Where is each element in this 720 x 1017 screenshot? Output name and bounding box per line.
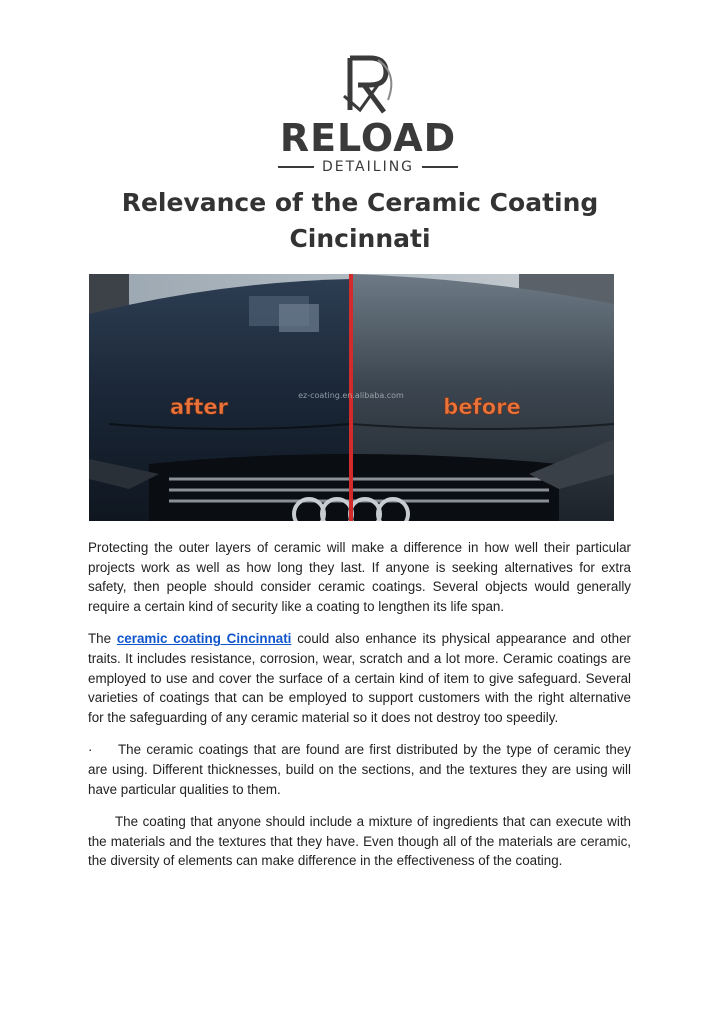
logo-rule-right — [422, 166, 458, 168]
logo-rule-left — [278, 166, 314, 168]
title-line-2: Cincinnati — [289, 224, 431, 253]
page-title — [100, 185, 620, 257]
photo-watermark: ez-coating.en.alibaba.com — [298, 391, 404, 400]
bullet-dot: · — [88, 742, 93, 758]
paragraph-2-end: could also enhance its physical appearance and other traits. It includes resistance, corrosion, wear, scratch and a lot more. Ceramic coatings are employed to use and cover the surface of a certain kind of item to give safeguard. Several varieties of coatings that can be employed to support customers with the right alternative for the safeguarding of any ceramic material so it does not destroy too speedily. — [88, 631, 631, 725]
after-label: after — [170, 395, 228, 419]
reload-detailing-logo — [270, 50, 466, 178]
paragraph-2 — [88, 629, 631, 727]
car-hood-illustration — [89, 274, 614, 521]
logo-sub-text: DETAILING — [321, 159, 415, 175]
car-before-after-photo — [89, 274, 614, 521]
logo-brand-text: RELOAD — [279, 116, 457, 160]
paragraph-1: Protecting the outer layers of ceramic will make a difference in how well their particular projects work as well as how long they last. If anyone is seeking alternatives for extra safety, then people should consider ceramic coatings. Several objects would generally require a certain kind of security like a coating to lengthen its life span. — [88, 540, 631, 614]
title-line-1: Relevance of the Ceramic Coating — [121, 188, 599, 217]
logo-r-mark-icon — [340, 52, 400, 118]
paragraph-2-start: The — [88, 631, 117, 647]
ceramic-coating-link[interactable]: ceramic coating Cincinnati — [116, 631, 292, 647]
article-body — [88, 538, 631, 884]
logo-subtitle — [270, 158, 466, 176]
paragraph-3 — [88, 740, 631, 799]
before-label: before — [443, 395, 521, 419]
paragraph-4: The coating that anyone should include a mixture of ingredients that can execute with the materials and the textures that they have. Even though all of the materials are ceramic, the diversity of elements can make difference in the effectiveness of the coating. — [88, 814, 631, 869]
paragraph-3-text: The ceramic coatings that are found are first distributed by the type of ceramic they are using. Different thicknesses, build on the sections, and the textures they are using will have particular qualities to them. — [88, 742, 631, 797]
